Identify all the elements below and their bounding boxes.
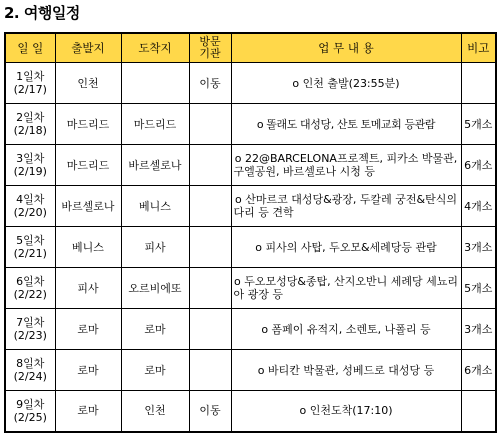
content-cell: o 인천 출발(23:55분) [231, 63, 461, 104]
departure-cell: 로마 [55, 350, 121, 391]
note-cell: 6개소 [461, 145, 496, 186]
table-row [5, 227, 496, 268]
visit-cell [189, 186, 231, 227]
table-row [5, 145, 496, 186]
departure-cell: 마드리드 [55, 145, 121, 186]
day-cell: 1일차 (2/17) [5, 63, 55, 104]
table-row [5, 309, 496, 350]
note-cell: 5개소 [461, 104, 496, 145]
header-visit-org: 방문 기관 [189, 33, 231, 63]
departure-cell: 바르셀로나 [55, 186, 121, 227]
departure-cell: 로마 [55, 391, 121, 432]
note-cell [461, 391, 496, 432]
content-cell: o 폼페이 유적지, 소렌토, 나폴리 등 [231, 309, 461, 350]
content-cell: o 바티칸 박물관, 성베드로 대성당 등 [231, 350, 461, 391]
arrival-cell: 바르셀로나 [121, 145, 189, 186]
section-title: 2. 여행일정 [4, 4, 80, 22]
header-arrival: 도착지 [121, 33, 189, 63]
day-cell: 7일차 (2/23) [5, 309, 55, 350]
arrival-cell: 피사 [121, 227, 189, 268]
visit-cell [189, 104, 231, 145]
day-cell: 4일차 (2/20) [5, 186, 55, 227]
arrival-cell: 오르비에또 [121, 268, 189, 309]
day-cell: 8일차 (2/24) [5, 350, 55, 391]
content-cell: o 두오모성당&종탑, 산지오반니 세례당 세뇨리아 광장 등 [231, 268, 461, 309]
visit-cell: 이동 [189, 63, 231, 104]
visit-cell: 이동 [189, 391, 231, 432]
table-row [5, 63, 496, 104]
content-cell: o 22@BARCELONA프로젝트, 피카소 박물관, 구엘공원, 바르셀로나 시청 등 [231, 145, 461, 186]
arrival-cell: 로마 [121, 309, 189, 350]
day-cell: 2일차 (2/18) [5, 104, 55, 145]
table-row [5, 268, 496, 309]
arrival-cell: 로마 [121, 350, 189, 391]
visit-cell [189, 350, 231, 391]
content-cell: o 똘래도 대성당, 산토 토메교회 등관람 [231, 104, 461, 145]
content-cell: o 피사의 사탑, 두오모&세례당등 관람 [231, 227, 461, 268]
day-cell: 9일차 (2/25) [5, 391, 55, 432]
day-cell: 3일차 (2/19) [5, 145, 55, 186]
note-cell: 3개소 [461, 227, 496, 268]
arrival-cell: 마드리드 [121, 104, 189, 145]
table-row [5, 186, 496, 227]
table-header-row [5, 33, 496, 63]
table-row [5, 104, 496, 145]
day-cell: 6일차 (2/22) [5, 268, 55, 309]
header-note: 비고 [461, 33, 496, 63]
table-row [5, 350, 496, 391]
note-cell: 4개소 [461, 186, 496, 227]
departure-cell: 로마 [55, 309, 121, 350]
arrival-cell: 인천 [121, 391, 189, 432]
departure-cell: 베니스 [55, 227, 121, 268]
content-cell: o 산마르코 대성당&광장, 두칼레 궁전&탄식의 다리 등 견학 [231, 186, 461, 227]
content-cell: o 인천도착(17:10) [231, 391, 461, 432]
header-departure: 출발지 [55, 33, 121, 63]
day-cell: 5일차 (2/21) [5, 227, 55, 268]
note-cell: 5개소 [461, 268, 496, 309]
visit-cell [189, 227, 231, 268]
arrival-cell [121, 63, 189, 104]
visit-cell [189, 309, 231, 350]
departure-cell: 마드리드 [55, 104, 121, 145]
visit-cell [189, 145, 231, 186]
arrival-cell: 베니스 [121, 186, 189, 227]
departure-cell: 인천 [55, 63, 121, 104]
note-cell: 3개소 [461, 309, 496, 350]
header-day: 일 일 [5, 33, 55, 63]
table-row [5, 391, 496, 432]
note-cell [461, 63, 496, 104]
itinerary-table [4, 32, 497, 433]
departure-cell: 피사 [55, 268, 121, 309]
visit-cell [189, 268, 231, 309]
header-work-content: 업 무 내 용 [231, 33, 461, 63]
note-cell: 6개소 [461, 350, 496, 391]
